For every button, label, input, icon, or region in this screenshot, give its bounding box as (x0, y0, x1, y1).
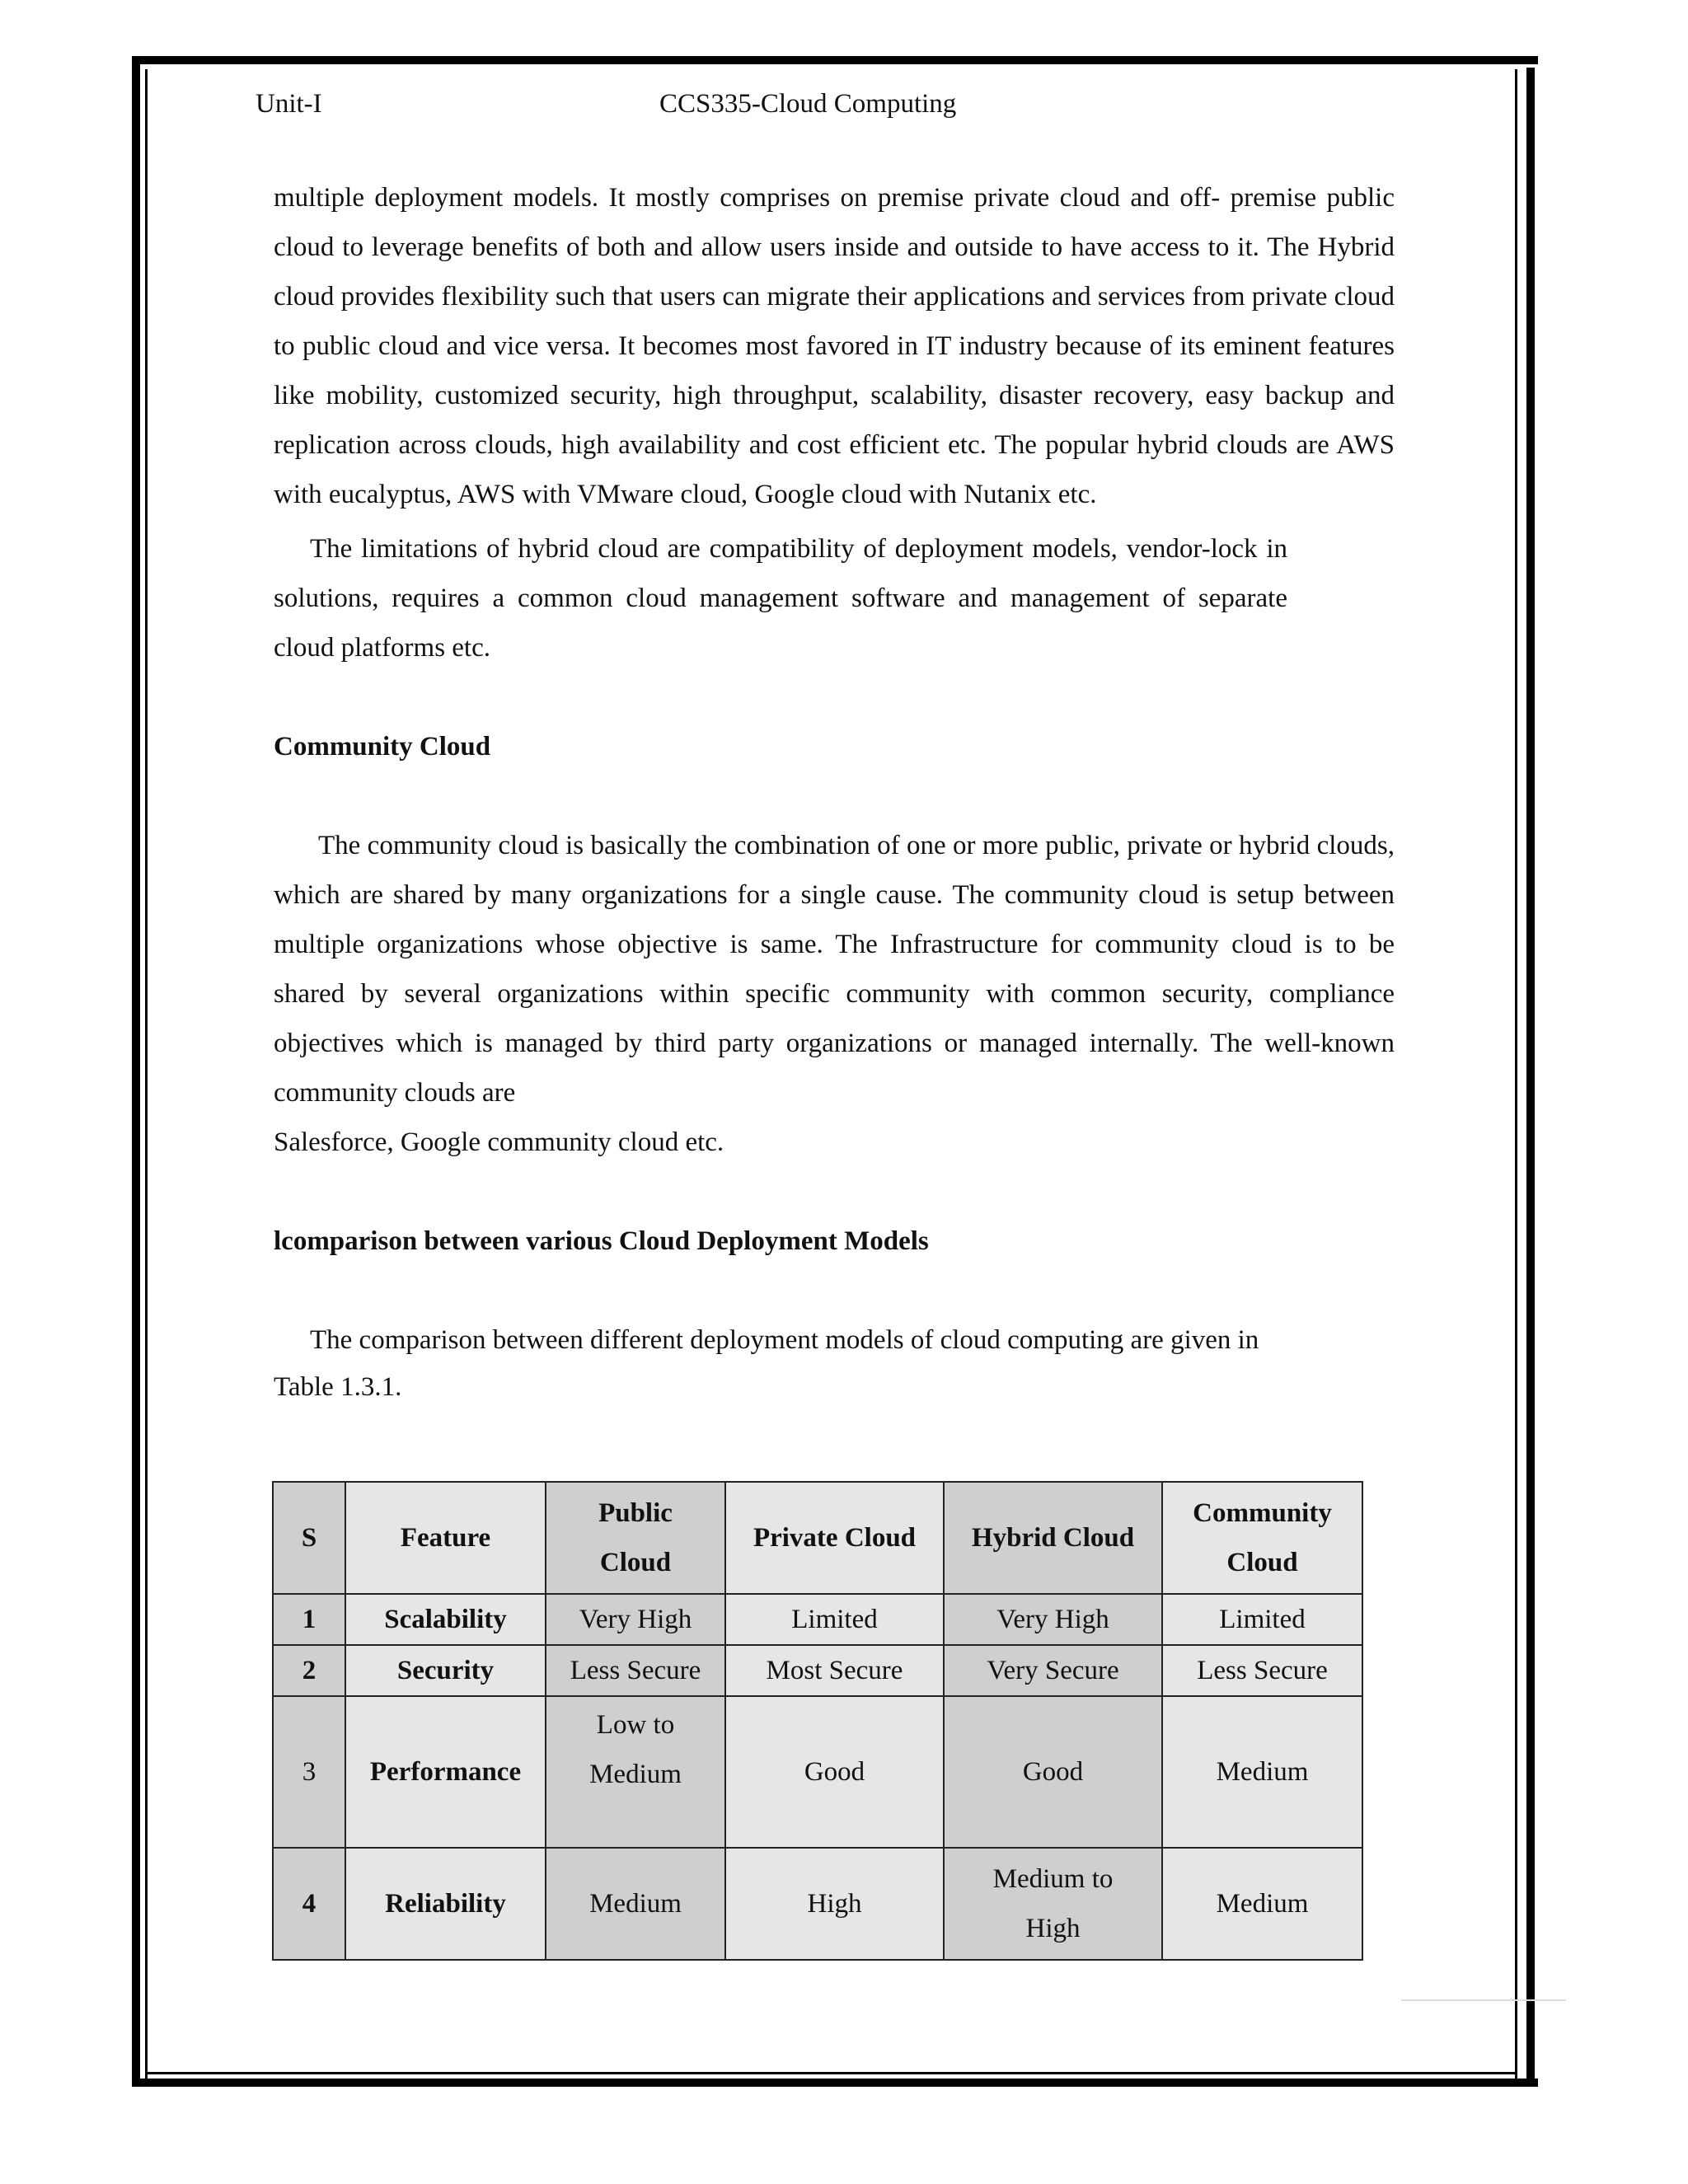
cell-sno: 4 (273, 1848, 345, 1960)
header-public-line2: Cloud (599, 1548, 672, 1577)
course-title: CCS335-Cloud Computing (659, 89, 957, 119)
cell-private: Limited (725, 1594, 944, 1645)
community-cloud-paragraph: The community cloud is basically the combination of one or more public, private or hybrid clouds, which are shared by many organizations for a single cause. The community cloud is setup between multiple organizations whose objective is same. The Infrastructure for community cloud is to be shared by several organizations within specific community with common security, compliance objectives which is managed by third party organizations or managed internally. The well-known community clouds are (274, 831, 1395, 1108)
table-row (273, 1696, 1362, 1848)
cell-hybrid: Very Secure (944, 1645, 1162, 1696)
cell-private: Most Secure (725, 1645, 944, 1696)
cell-public: Less Secure (546, 1645, 725, 1696)
page-border-top (132, 56, 1538, 64)
cell-private: High (725, 1848, 944, 1960)
cell-private: Good (725, 1696, 944, 1848)
unit-label: Unit-I (256, 89, 322, 119)
header-public-cloud (546, 1482, 725, 1594)
header-community-line1: Community (1193, 1498, 1332, 1528)
table-header-row (273, 1482, 1362, 1594)
cell-public: Medium (546, 1848, 725, 1960)
cell-community: Limited (1162, 1594, 1362, 1645)
cell-public (546, 1696, 725, 1848)
cell-feature: Security (345, 1645, 546, 1696)
comparison-heading: lcomparison between various Cloud Deployment Models (274, 1226, 929, 1256)
cell-sno: 3 (273, 1696, 345, 1848)
comparison-table (272, 1481, 1363, 1961)
header-private-cloud: Private Cloud (725, 1482, 944, 1594)
community-cloud-heading: Community Cloud (274, 732, 491, 762)
cell-sno: 2 (273, 1645, 345, 1696)
page-border-left-inner (145, 69, 148, 2080)
cell-hybrid: Good (944, 1696, 1162, 1848)
page-border-right-inner (1515, 69, 1517, 2080)
cell-feature: Scalability (345, 1594, 546, 1645)
cell-public: Very High (546, 1594, 725, 1645)
table-row (273, 1848, 1362, 1960)
cell-community: Medium (1162, 1848, 1362, 1960)
page-border-right (1526, 68, 1535, 2087)
cell-hybrid (944, 1848, 1162, 1960)
comparison-intro-line1: The comparison between different deployment models of cloud computing are given in (310, 1325, 1259, 1355)
table-row (273, 1594, 1362, 1645)
cell-hybrid-line1: Medium to (992, 1864, 1114, 1894)
page-border-bottom-inner (145, 2072, 1517, 2074)
comparison-intro-line2: Table 1.3.1. (274, 1372, 402, 1402)
cell-community: Less Secure (1162, 1645, 1362, 1696)
table-row (273, 1645, 1362, 1696)
document-body (274, 173, 1395, 1409)
page-header (0, 89, 1688, 125)
cell-hybrid: Very High (944, 1594, 1162, 1645)
page-border-bottom (132, 2079, 1538, 2087)
page-border-left (132, 56, 140, 2087)
header-public-line1: Public (598, 1498, 673, 1528)
cell-feature: Performance (345, 1696, 546, 1848)
header-community-line2: Cloud (1226, 1548, 1298, 1577)
hybrid-limitations-paragraph: The limitations of hybrid cloud are compatibility of deployment models, vendor-lock in solutions, requires a common cloud management software and management of separate cloud platforms etc. (274, 534, 1287, 663)
cell-public-line2: Medium (589, 1760, 682, 1789)
cell-hybrid-line2: High (1025, 1914, 1081, 1943)
header-sno: S (273, 1482, 345, 1594)
header-hybrid-cloud: Hybrid Cloud (944, 1482, 1162, 1594)
cell-community: Medium (1162, 1696, 1362, 1848)
cell-public-line1: Low to (596, 1710, 675, 1740)
header-feature: Feature (345, 1482, 546, 1594)
cell-feature: Reliability (345, 1848, 546, 1960)
hybrid-cloud-paragraph: multiple deployment models. It mostly comprises on premise private cloud and off- premise public cloud to leverage benefits of both and allow users inside and outside to have access to it. The Hybrid cloud provides flexibility such that users can migrate their applications and services from private cloud to public cloud and vice versa. It becomes most favored in IT industry because of its eminent features like mobility, customized security, high throughput, scalability, disaster recovery, easy backup and replication across clouds, high availability and cost efficient etc. The popular hybrid clouds are AWS with eucalyptus, AWS with VMware cloud, Google cloud with Nutanix etc. (274, 183, 1395, 509)
community-cloud-paragraph-tail: Salesforce, Google community cloud etc. (274, 1127, 724, 1157)
header-community-cloud (1162, 1482, 1362, 1594)
footer-rule (1401, 1999, 1566, 2001)
cell-sno: 1 (273, 1594, 345, 1645)
